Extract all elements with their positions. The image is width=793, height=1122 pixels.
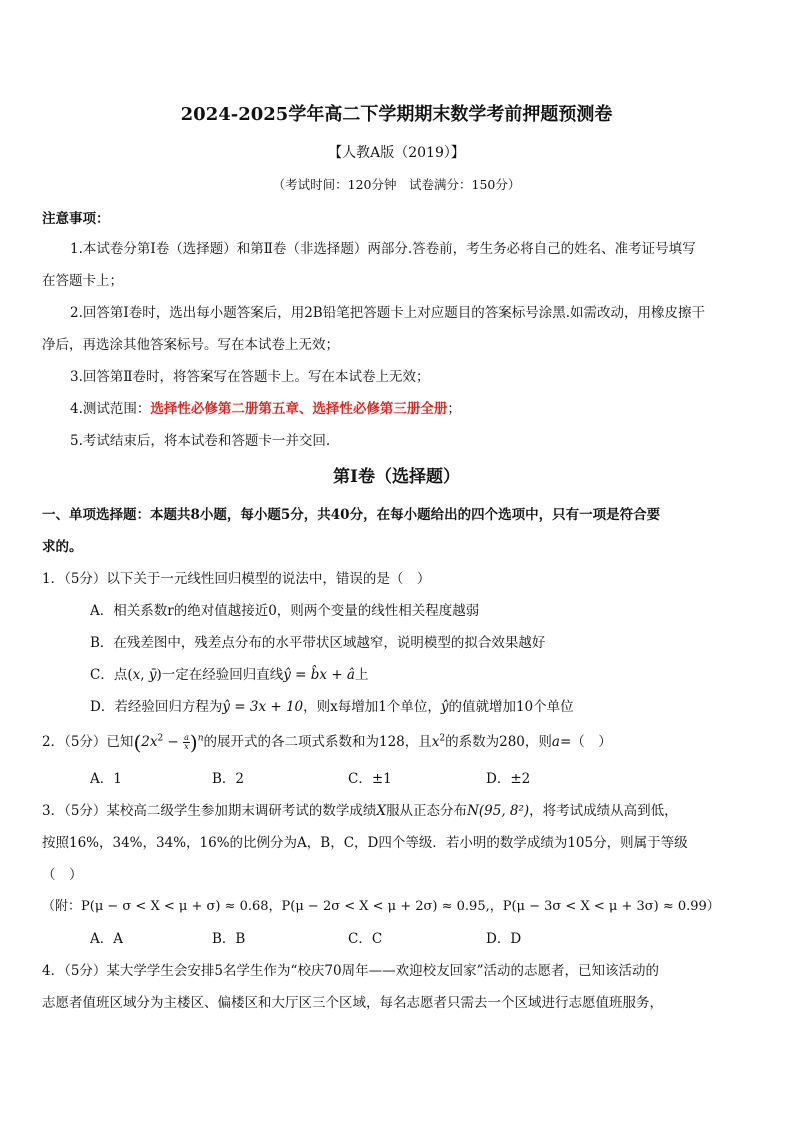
edition-label: 【人教A版（2019）】 xyxy=(328,145,465,161)
section-intro-line-2: 求的。 xyxy=(42,539,83,555)
notice-item-5: 5.考试结束后，将本试卷和答题卡一并交回. xyxy=(70,433,331,449)
q3-option-a: A．A xyxy=(90,931,123,947)
test-range: 选择性必修第二册第五章、选择性必修第三册全册 xyxy=(150,401,448,417)
q2-stem-prefix: 2．（5分）已知 xyxy=(42,734,134,750)
q4-line-2: 志愿者值班区域分为主楼区、偏楼区和大厅区三个区域，每名志愿者只需去一个区域进行志愿值班服务， xyxy=(42,995,663,1011)
q2-option-d: D．±2 xyxy=(486,771,531,787)
notice-item-2-line-1: 2.回答第Ⅰ卷时，选出每小题答案后，用2B铅笔把答题卡上对应题目的答案标号涂黑.如需改动，用橡皮擦干 xyxy=(70,305,706,321)
q1-c-middle: )一定在经验回归直线 xyxy=(156,667,284,683)
q3-line-1-prefix: 3．（5分）某校高二级学生参加期末调研考试的数学成绩 xyxy=(42,803,377,819)
q1-c-equation: ŷ = b̂x + â xyxy=(283,667,355,683)
q3-line-1-middle: 服从正态分布 xyxy=(386,803,468,819)
q2-stem-middle-2: 的系数为280，则 xyxy=(445,734,552,750)
q3-option-c: C．C xyxy=(348,931,383,947)
q1-d-prefix: D．若经验回归方程为 xyxy=(90,699,223,715)
notice-item-4-suffix: ； xyxy=(447,401,461,417)
q2-stem: 2．（5分）已知($2x^2$ − $\frac{a}{x}$ )$^n$的展开式的各二项式系数和为128，且$x^2$的系数为280，则a=（ ） xyxy=(42,730,612,755)
exam-title: 2024-2025学年高二下学期期末数学考前押题预测卷 xyxy=(180,104,613,125)
notice-heading: 注意事项： xyxy=(42,211,110,227)
q2-option-a: A．1 xyxy=(90,771,122,787)
q3-appendix: （附：P(μ − σ < X < μ + σ) ≈ 0.68，P(μ − 2σ < X < μ + 2σ) ≈ 0.95,，P(μ − 3σ < X < μ + 3σ) ≈ 0.99） xyxy=(42,899,720,914)
q1-option-a: A．相关系数r的绝对值越接近0，则两个变量的线性相关程度越弱 xyxy=(90,603,480,619)
q3-line-1-suffix: ，将考试成绩从高到低， xyxy=(529,803,678,819)
section-intro-line-1: 一、单项选择题：本题共8小题，每小题5分，共40分，在每小题给出的四个选项中，只有一项是符合要 xyxy=(42,507,661,523)
q1-c-suffix: 上 xyxy=(354,667,369,683)
notice-item-3: 3.回答第Ⅱ卷时，将答案写在答题卡上。写在本试卷上无效； xyxy=(70,369,430,385)
notice-item-2-line-2: 净后，再选涂其他答案标号。写在本试卷上无效； xyxy=(42,337,339,353)
q1-c-prefix: C．点( xyxy=(90,667,133,683)
notice-item-1-line-1: 1.本试卷分第Ⅰ卷（选择题）和第Ⅱ卷（非选择题）两部分.答卷前，考生务必将自己的姓名、准考证号填写 xyxy=(70,241,696,257)
notice-item-4 xyxy=(70,400,461,418)
q1-d-equation: ŷ = 3x + 10 xyxy=(222,699,304,715)
q2-option-c: C．±1 xyxy=(348,771,392,787)
q3-option-b: B．B xyxy=(212,931,246,947)
q3-option-d: D．D xyxy=(486,931,522,947)
q3-distribution: N(95, 8²) xyxy=(467,803,530,819)
section-title: 第Ⅰ卷（选择题） xyxy=(333,467,460,487)
q1-d-middle: ，则x每增加1个单位， xyxy=(303,699,441,715)
notice-item-4-prefix: 4.测试范围： xyxy=(70,401,151,417)
q1-stem: 1．（5分）以下关于一元线性回归模型的说法中，错误的是（ ） xyxy=(42,571,431,587)
q1-option-b: B．在残差图中，残差点分布的水平带状区域越窄，说明模型的拟合效果越好 xyxy=(90,635,546,651)
q2-option-b: B．2 xyxy=(212,771,245,787)
q3-line-2: 按照16%，34%，34%，16%的比例分为A，B，C，D四个等级．若小明的数学成绩为105分，则属于等级 xyxy=(42,835,688,851)
q4-line-1: 4．（5分）某大学学生会安排5名学生作为“校庆70周年——欢迎校友回家”活动的志愿者，已知该活动的 xyxy=(42,963,659,979)
q3-line-1: 3．（5分）某校高二级学生参加期末调研考试的数学成绩X服从正态分布N(95, 8²)，将考试成绩从高到低， xyxy=(42,803,678,819)
q1-d-suffix: 的值就增加10个单位 xyxy=(448,699,574,715)
q2-stem-suffix: =（ ） xyxy=(559,734,612,750)
notice-item-1-line-2: 在答题卡上； xyxy=(42,273,123,289)
q1-option-d: D．若经验回归方程为ŷ = 3x + 10，则x每增加1个单位，ŷ的值就增加10个单位 xyxy=(90,699,574,715)
q1-option-c: C．点(x, ȳ)一定在经验回归直线ŷ = b̂x + â上 xyxy=(90,667,369,683)
q2-stem-middle: 的展开式的各二项式系数和为128，且 xyxy=(203,734,432,750)
q3-line-3: （ ） xyxy=(42,867,83,883)
exam-info: （考试时间：120分钟 试卷满分：150分） xyxy=(272,177,521,192)
